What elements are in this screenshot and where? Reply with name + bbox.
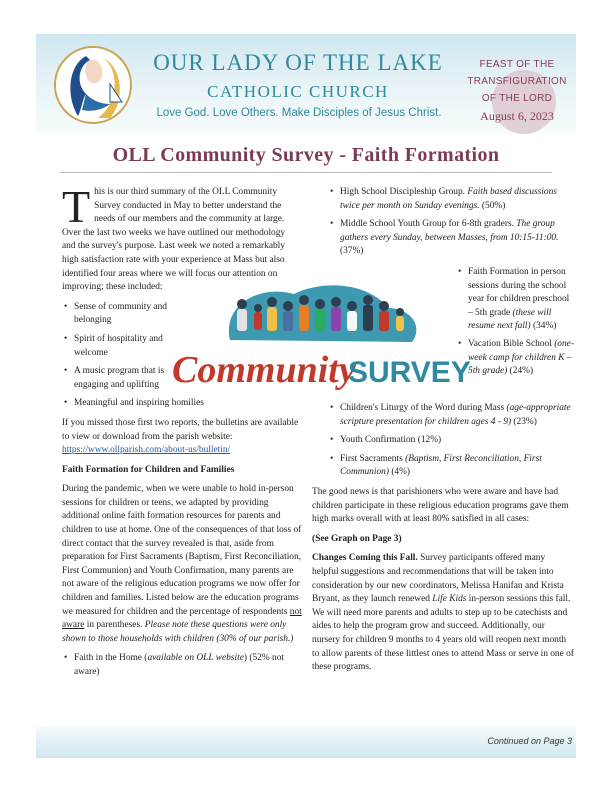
program-note: The group gathers every Sunday, between Masses, from 10:15-11:00. — [340, 219, 559, 243]
feast-line-3: OF THE LORD — [481, 93, 553, 104]
focus-areas-list — [62, 301, 204, 411]
madonna-logo-icon — [52, 44, 134, 126]
programs-list-mid — [456, 266, 576, 379]
survey-word-survey: SURVEY — [348, 356, 471, 389]
section-subhead: Faith Formation for Children and Families — [62, 464, 235, 475]
right-column-mid — [456, 266, 576, 385]
list-item — [328, 434, 574, 448]
left-column — [62, 181, 306, 686]
program-note: (Baptism, First Reconciliation, First Communion) — [340, 453, 542, 478]
parish-subtitle: CATHOLIC CHURCH — [207, 82, 389, 101]
list-item — [456, 266, 576, 334]
program-note: (one-week camp for children K – 5th grade) — [468, 338, 574, 377]
continued-note: Continued on Page 3 — [487, 736, 572, 746]
right-column-lower — [312, 402, 574, 681]
drop-cap: T — [62, 181, 91, 232]
changes-text-1: Survey participants offered many helpful suggestions and recommendations that will be taken into consideration by our new coordinators, Melissa Hanifan and Krista Bryant, as they launch renewed — [312, 553, 564, 605]
program-pct: (37%) — [340, 246, 364, 257]
changes-paragraph — [312, 552, 574, 674]
list-item — [328, 186, 570, 213]
list-item — [62, 652, 306, 679]
missed-paragraph — [62, 417, 306, 458]
program-pct: (23%) — [513, 416, 537, 427]
missed-text: If you missed those first two reports, the bulletins are available to view or download from the parish website: — [62, 417, 299, 442]
intro-text: his is our third summary of the OLL Community Survey conducted in May to better understand the needs of our members and the community at large. Over the last two weeks we have outlined our methodology and the survey's purpose. Last week we noted a remarkably high satisfaction rate with your experience at Mass but also identified four areas where we will focus our attention on improving; these included: — [62, 187, 286, 293]
program-name: High School Discipleship Group. — [340, 187, 465, 197]
program-name: Middle School Youth Group for 6-8th graders. — [340, 219, 514, 230]
body-text-1: During the pandemic, when we were unable to hold in-person sessions for children or teens, we adapted by providing additional online faith formation resources for parents and children to use at home. One of the consequences of that loss of direct contact that the survey revealed is that, aside from preparation for First Sacraments (Baptism, First Reconciliation, First Communion) and Youth Confirmation, many parents are not aware of the religious education programs we now offer for children and families. Listed below are the education programs we measured for children and the percentage of respondents — [62, 484, 302, 617]
survey-word-community: Community — [172, 349, 356, 391]
list-item — [328, 402, 574, 429]
masthead — [36, 34, 576, 134]
bulletin-link[interactable]: https://www.ollparish.com/about-us/bulletin/ — [62, 445, 231, 456]
good-news-paragraph: The good news is that parishioners who were aware and have had children participate in these religious education programs gave them high marks overall with at least 80% satisfied in all cases: — [312, 486, 569, 525]
changes-heading: Changes Coming this Fall. — [312, 553, 418, 564]
right-column-top — [312, 186, 570, 265]
program-pct: (24%) — [509, 366, 534, 377]
program-pct: ) (52% not aware) — [74, 653, 284, 677]
list-item — [328, 453, 574, 480]
program-note: Faith based discussions twice per month on Sunday evenings. — [340, 187, 557, 211]
pandemic-paragraph — [62, 483, 306, 646]
feast-line-2: TRANSFIGURATION — [467, 76, 567, 87]
programs-list-left — [62, 652, 306, 679]
program-pct: (12%) — [417, 435, 442, 446]
feast-line-1: FEAST OF THE — [479, 59, 555, 70]
program-name: First Sacraments — [340, 453, 403, 464]
changes-text-2: in-person sessions this fall. We will need more parents and adults to step up to be catechists and aides to help the program grow and succeed. Additionally, our nursery for children 9 months to 4 years old will reopen next month to allow parents of these littlest ones to attend Mass or serve in one of these programs. — [312, 594, 574, 673]
program-name: Vacation Bible School — [468, 338, 552, 349]
program-name: Children's Liturgy of the Word during Mass — [340, 403, 505, 413]
program-note: (age-appropriate scripture presentation for children ages 4 - 9) — [340, 403, 571, 427]
feast-name — [461, 56, 573, 107]
program-pct: (4%) — [391, 467, 411, 478]
households-note: Please note these questions were only shown to those households with children (30% of our parish.) — [62, 620, 294, 644]
parish-name: OUR LADY OF THE LAKE — [153, 50, 443, 75]
body-text-2: in parentheses. — [86, 620, 143, 631]
community-survey-graphic — [172, 278, 471, 396]
page-title: OLL Community Survey - Faith Formation — [112, 144, 500, 166]
program-name: Faith Formation in person sessions during the school year for children preschool – 5th grade — [468, 267, 570, 318]
list-item: • Sense of community and belonging — [62, 301, 174, 328]
list-item: • A music program that is engaging and uplifting — [62, 365, 174, 392]
program-note: available on OLL website — [147, 653, 244, 664]
not-aware-text: not aware — [62, 606, 302, 631]
list-item: • Spirit of hospitality and welcome — [62, 333, 174, 360]
bulletin-date: August 6, 2023 — [480, 109, 554, 123]
programs-list-lower — [312, 402, 574, 480]
title-divider — [60, 172, 552, 173]
program-note: (these will resume next fall) — [468, 307, 552, 332]
list-item — [456, 338, 576, 379]
list-item: • Meaningful and inspiring homilies — [62, 397, 244, 411]
program-name: Faith in the Home ( — [74, 653, 148, 664]
tagline: Love God. Love Others. Make Disciples of Jesus Christ. — [156, 107, 442, 119]
life-kids-text: Life Kids — [432, 594, 467, 605]
program-name: Youth Confirmation — [340, 435, 416, 446]
list-item — [328, 218, 570, 259]
program-pct: (34%) — [533, 321, 557, 332]
programs-list-top — [312, 186, 570, 259]
program-pct: (50%) — [481, 200, 506, 211]
see-graph-note: (See Graph on Page 3) — [312, 533, 402, 544]
